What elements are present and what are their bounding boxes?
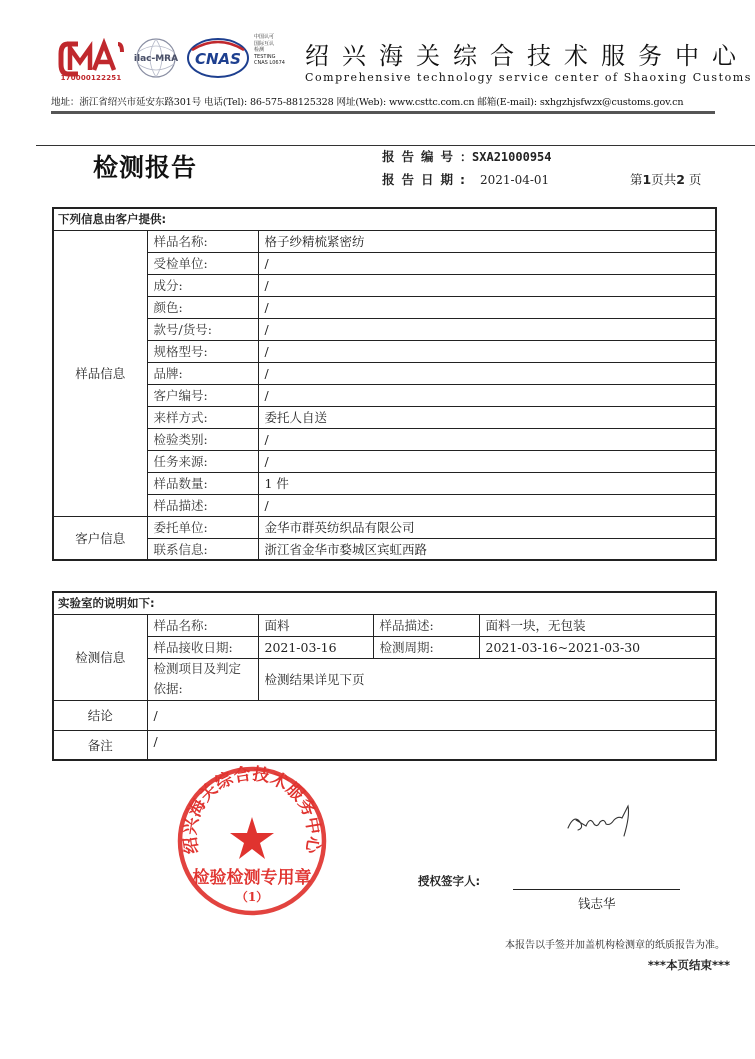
ilac-mra-logo [128, 36, 184, 80]
row-label: 样品数量: [147, 472, 258, 494]
report-number-value: ：SXA21000954 [460, 150, 552, 164]
row-value: 浙江省金华市婺城区宾虹西路 [258, 538, 716, 560]
cma-cert-number: 170000122251 [60, 74, 122, 82]
sample-desc-value: 面料一块，无包装 [479, 614, 716, 636]
table-row [53, 658, 716, 700]
received-date-value: 2021-03-16 [258, 636, 373, 658]
row-value: / [258, 296, 716, 318]
signature-line [513, 889, 680, 890]
remark-label: 备注 [53, 730, 147, 760]
test-items-value: 检测结果详见下页 [258, 658, 716, 700]
client-info-table [52, 207, 717, 561]
lab-section-caption: 实验室的说明如下: [53, 592, 716, 614]
footer-note: 本报告以手签并加盖机构检测章的纸质报告为准。 [505, 940, 725, 951]
report-date-label: 报告日期: [382, 172, 472, 187]
row-label: 品牌: [147, 362, 258, 384]
row-label: 规格型号: [147, 340, 258, 362]
row-value: / [258, 274, 716, 296]
table-row [53, 340, 716, 362]
table-row [53, 614, 716, 636]
row-value: 委托人自送 [258, 406, 716, 428]
table-row [53, 318, 716, 340]
sample-name-value: 面料 [258, 614, 373, 636]
report-number-label: 报告编号 [382, 149, 461, 164]
row-label: 联系信息: [147, 538, 258, 560]
star-icon [230, 817, 274, 859]
test-period-value: 2021-03-16~2021-03-30 [479, 636, 716, 658]
row-label: 任务来源: [147, 450, 258, 472]
sample-desc-label: 样品描述: [373, 614, 479, 636]
row-value: 金华市群英纺织品有限公司 [258, 516, 716, 538]
org-name-english: Comprehensive technology service center of Shaoxing Customs [305, 71, 752, 84]
row-label: 样品名称: [147, 230, 258, 252]
table-row [53, 516, 716, 538]
page-end-mark: ***本页结束*** [647, 958, 730, 972]
row-value: / [258, 494, 716, 516]
row-label: 样品描述: [147, 494, 258, 516]
stamp-number: （1） [235, 890, 269, 904]
cnas-label: CNAS [195, 50, 241, 68]
row-value: / [258, 450, 716, 472]
table-row [53, 230, 716, 252]
table-row [53, 406, 716, 428]
row-value: / [258, 384, 716, 406]
cnas-logo [186, 36, 250, 80]
conclusion-label: 结论 [53, 700, 147, 730]
page-title: 检测报告 [93, 153, 198, 182]
sample-info-group: 样品信息 [53, 230, 147, 516]
test-info-group: 检测信息 [53, 614, 147, 700]
received-date-label: 样品接收日期: [147, 636, 258, 658]
table-row [53, 636, 716, 658]
row-value: 格子纱精梳紧密纺 [258, 230, 716, 252]
row-label: 成分: [147, 274, 258, 296]
row-label: 来样方式: [147, 406, 258, 428]
row-value: 1 件 [258, 472, 716, 494]
test-items-label: 检测项目及判定 依据: [147, 658, 258, 700]
row-label: 受检单位: [147, 252, 258, 274]
cnas-side-text: 中国认可 国际互认 检测 TESTING CNAS L0674 [254, 34, 285, 67]
ilac-label: ilac-MRA [133, 54, 179, 64]
official-stamp [176, 765, 328, 917]
customer-info-group: 客户信息 [53, 516, 147, 560]
conclusion-value: / [147, 700, 716, 730]
report-number [382, 147, 552, 165]
signatory-name: 钱志华 [578, 896, 616, 911]
org-name-chinese: 绍兴海关综合技术服务中心 [305, 42, 749, 70]
row-label: 委托单位: [147, 516, 258, 538]
row-value: / [258, 318, 716, 340]
row-value: / [258, 340, 716, 362]
title-divider [36, 145, 755, 146]
lab-info-table [52, 591, 717, 761]
table-row [53, 274, 716, 296]
row-label: 款号/货号: [147, 318, 258, 340]
row-label: 检验类别: [147, 428, 258, 450]
row-value: / [258, 252, 716, 274]
table-row [53, 428, 716, 450]
page-indicator: 第1页共2 页 [630, 172, 702, 187]
sample-name-label: 样品名称: [147, 614, 258, 636]
test-period-label: 检测周期: [373, 636, 479, 658]
contact-line: 地址：浙江省绍兴市延安东路301号 电话(Tel): 86-575-88125328 网址(Web): www.csttc.com.cn 邮箱(E-mail): sxhgzhjsfwzx@customs.gov.cn [51, 97, 684, 108]
table-row [53, 450, 716, 472]
report-date [382, 170, 549, 188]
table-row [53, 472, 716, 494]
remark-value: / [147, 730, 716, 760]
table-row [53, 296, 716, 318]
report-date-value: 2021-04-01 [480, 173, 550, 187]
row-value: / [258, 428, 716, 450]
stamp-purpose: 检验检测专用章 [192, 868, 312, 888]
table-row [53, 252, 716, 274]
stamp-org-arc: 绍兴海关综合技术服务中心 [180, 765, 324, 856]
row-value: / [258, 362, 716, 384]
table-row [53, 362, 716, 384]
client-section-caption: 下列信息由客户提供: [53, 208, 716, 230]
handwritten-signature [564, 802, 634, 838]
table-row [53, 538, 716, 560]
row-label: 颜色: [147, 296, 258, 318]
header-divider [51, 111, 715, 114]
table-row [53, 494, 716, 516]
table-row [53, 384, 716, 406]
table-row [53, 700, 716, 730]
signatory-label: 授权签字人: [418, 874, 481, 888]
table-row [53, 730, 716, 760]
row-label: 客户编号: [147, 384, 258, 406]
